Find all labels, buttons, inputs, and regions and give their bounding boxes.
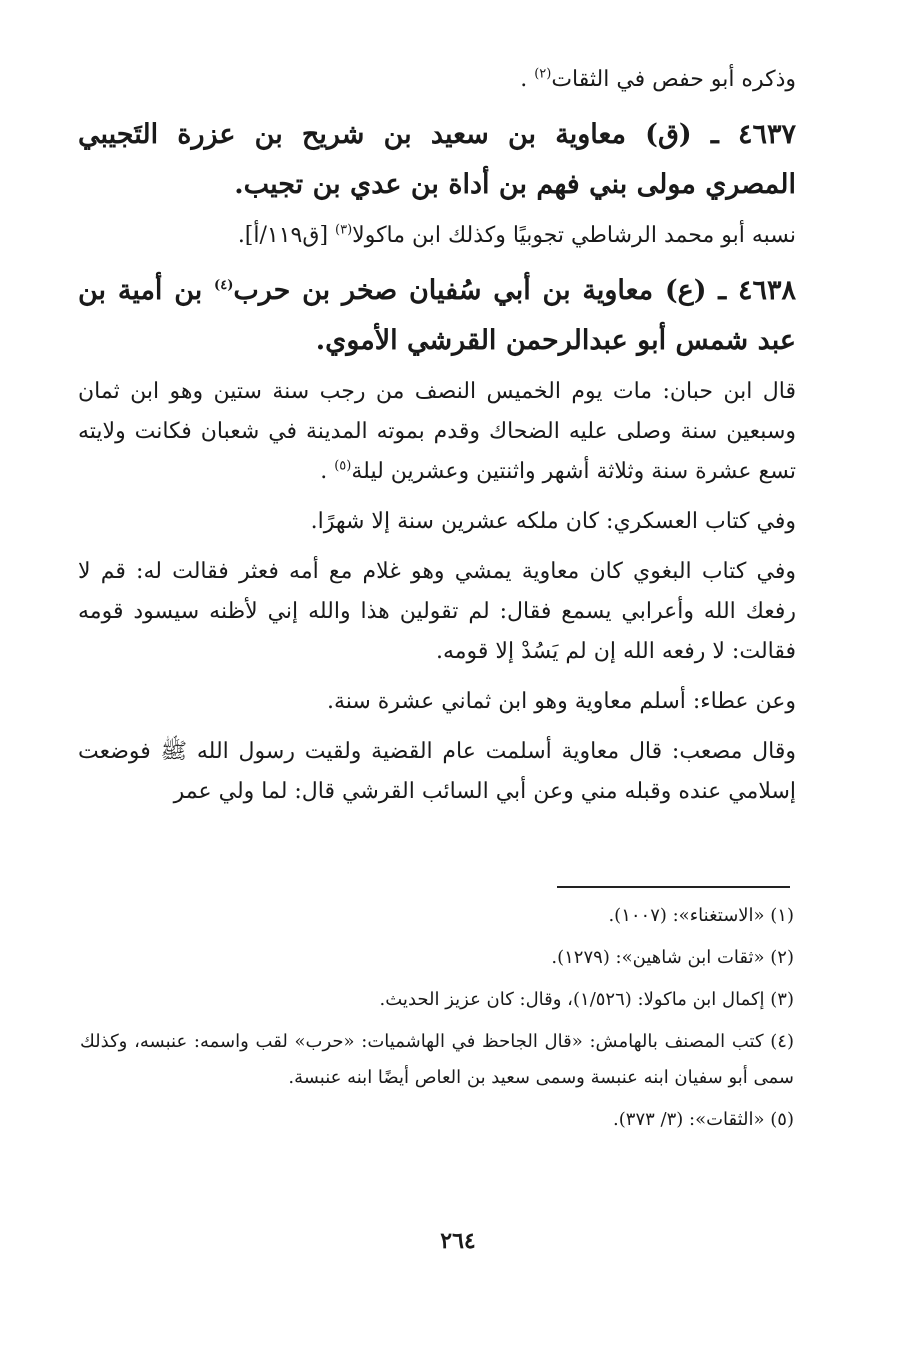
entry-4638-head: ٤٦٣٨ ـ (ع) معاوية بن أبي سُفيان صخر بن حرب <box>233 275 796 306</box>
footnote-3: (٣) إكمال ابن ماكولا: (١/٥٢٦)، وقال: كان عزيز الحديث. <box>379 989 794 1010</box>
footnote-separator <box>557 886 790 888</box>
footnotes <box>80 898 794 1144</box>
paragraph-6: وعن عطاء: أسلم معاوية وهو ابن ثماني عشرة سنة. <box>326 689 796 714</box>
paragraph-2 <box>78 216 796 256</box>
page-number: ٢٦٤ <box>440 1228 476 1254</box>
entry-4638-tail: بن أمية بن عبد شمس أبو عبدالرحمن القرشي الأموي. <box>78 275 796 356</box>
footnote-ref-3: (٣) <box>335 222 353 238</box>
footnote-ref-2: (٢) <box>534 66 552 82</box>
footnote-5: (٥) «الثقات»: (٣/ ٣٧٣). <box>613 1109 794 1130</box>
footnote-ref-4: (٤) <box>214 278 234 293</box>
footnote-2: (٢) «ثقات ابن شاهين»: (١٢٧٩). <box>551 947 794 968</box>
entry-4638 <box>78 266 796 366</box>
main-text <box>78 60 796 822</box>
paragraph-2-text: نسبه أبو محمد الرشاطي تجوبيًا وكذلك ابن ماكولا <box>352 223 796 248</box>
paragraph-4: وفي كتاب العسكري: كان ملكه عشرين سنة إلا شهرًا. <box>310 509 796 534</box>
footnote-4: (٤) كتب المصنف بالهامش: «قال الجاحظ في الهاشميات: «حرب» لقب واسمه: عنبسه، وكذلك سمى أبو سفيان ابنه عنبسة وسمى سعيد بن العاص أيضًا ابنه عنبسة. <box>80 1031 794 1088</box>
footnote-1: (١) «الاستغناء»: (١٠٠٧). <box>608 905 794 926</box>
entry-4637: ٤٦٣٧ ـ (ق) معاوية بن سعيد بن شريح بن عزرة التَجيبي المصري مولى بني فهم بن أداة بن عدي بن تجيب. <box>78 119 796 200</box>
paragraph-3-text: قال ابن حبان: مات يوم الخميس النصف من رجب سنة ستين وهو ابن ثمان وسبعين سنة وصلى عليه الضحاك وقدم بموته المدينة في شعبان فكانت ولايته تسع عشرة سنة وثلاثة أشهر واثنتين وعشرين ليلة <box>78 379 796 484</box>
paragraph-2-end: [ق١١٩/أ]. <box>237 223 336 248</box>
paragraph-3-end: . <box>320 459 335 484</box>
paragraph-1-text: وذكره أبو حفص في الثقات <box>551 67 796 92</box>
footnote-ref-5: (٥) <box>334 458 352 474</box>
paragraph-1 <box>78 60 796 100</box>
paragraph-5: وفي كتاب البغوي كان معاوية يمشي وهو غلام مع أمه فعثر فقالت له: قم لا رفعك الله وأعرابي يسمع فقال: لم تقولين هذا والله إني لأظنه سيسود قومه فقالت: لا رفعه الله إن لم يَسُدْ إلا قومه. <box>78 559 796 664</box>
paragraph-3 <box>78 372 796 492</box>
paragraph-7: وقال مصعب: قال معاوية أسلمت عام القضية ولقيت رسول الله ﷺ فوضعت إسلامي عنده وقبله مني وعن أبي السائب القرشي قال: لما ولي عمر <box>78 739 796 804</box>
paragraph-1-end: . <box>520 67 535 92</box>
